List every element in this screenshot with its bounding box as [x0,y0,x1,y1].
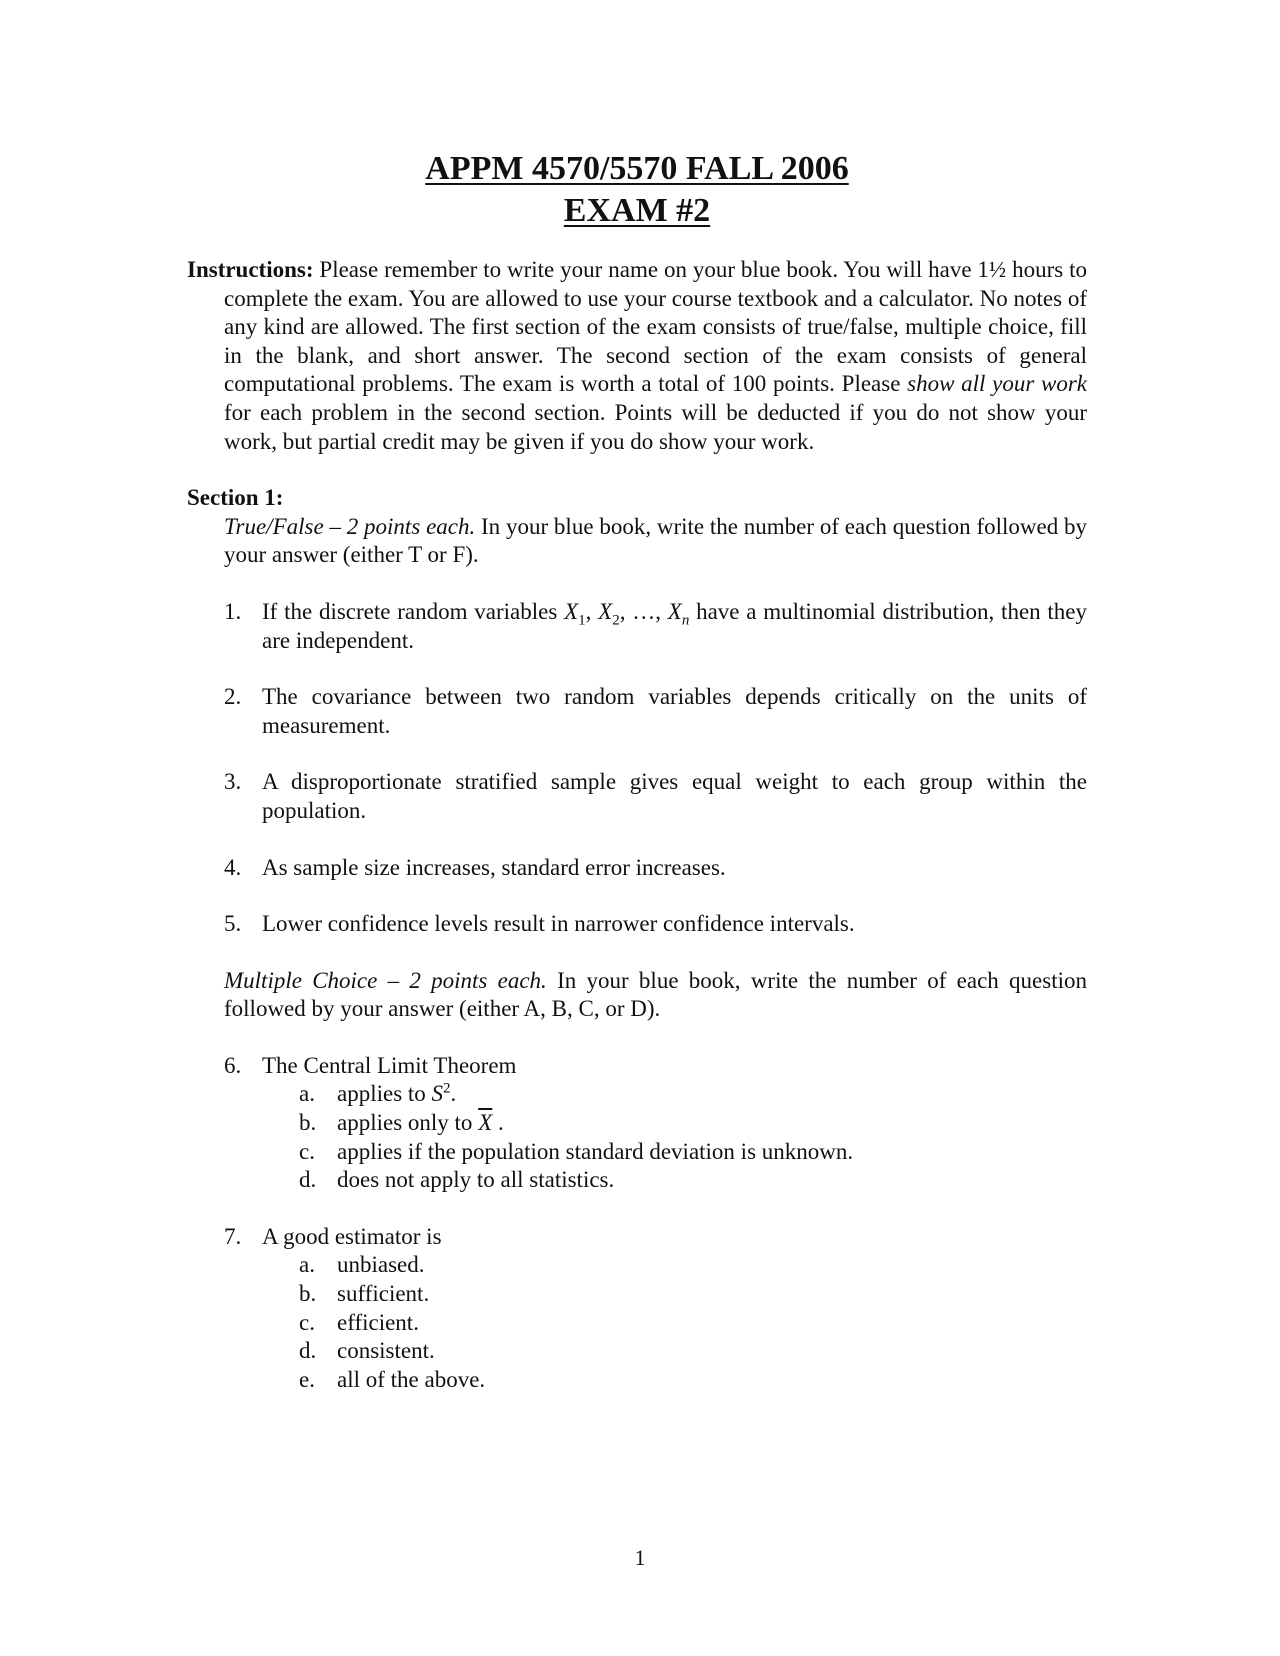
title-line-exam: EXAM #2 [563,192,711,229]
option-letter: e. [299,1366,315,1392]
option-letter: d. [299,1338,317,1364]
true-false-label: True/False – 2 points each. [224,513,476,539]
answer-option [262,1080,1087,1109]
instructions-text-2: for each problem in the second section. Points will be deducted if you do not show your work, but partial credit may be given if you do show your work. [224,399,1087,454]
true-false-instructions [187,513,1087,570]
option-letter: a. [299,1252,315,1278]
separator: , …, [619,598,668,624]
question-number: 5. [224,911,242,937]
option-punctuation: . [450,1081,457,1107]
option-text: consistent. [337,1338,435,1364]
multiple-choice-label: Multiple Choice – 2 points each. [224,967,547,993]
multiple-choice-instructions-text: In your blue book, write the number of each question followed by your answer (either A, B, C, or D). [224,967,1087,1022]
question-item [187,683,1087,740]
exam-page [187,148,1087,1394]
option-letter: c. [299,1138,315,1164]
option-text: unbiased. [337,1252,425,1278]
section-heading: Section 1: [187,485,284,511]
answer-options [262,1080,1087,1194]
instructions-label: Instructions: [187,257,314,282]
answer-option [262,1251,1087,1280]
answer-option [262,1309,1087,1338]
variable: X [667,598,682,624]
subscript: 2 [612,612,620,629]
question-item [187,910,1087,939]
question-text: A good estimator is [262,1223,442,1249]
answer-option [262,1366,1087,1395]
question-item [187,1223,1087,1395]
question-number: 1. [224,598,242,624]
exam-title [187,148,1087,232]
answer-option [262,1138,1087,1167]
subscript: n [681,612,690,629]
option-letter: b. [299,1110,317,1136]
question-text: A disproportionate stratified sample gives equal weight to each group within the population. [262,769,1087,823]
answer-option [262,1166,1087,1195]
multiple-choice-question-list [187,1052,1087,1395]
multiple-choice-instructions [187,967,1087,1024]
question-item [187,1052,1087,1195]
question-number: 6. [224,1052,242,1078]
variable: X [598,598,613,624]
answer-options [262,1251,1087,1394]
x-bar-symbol: $\overline{X}$ [478,1110,493,1136]
option-letter: a. [299,1081,315,1107]
separator: , [585,598,599,624]
option-text: applies if the population standard deviation is unknown. [337,1138,854,1164]
question-number: 7. [224,1223,242,1249]
option-text: does not apply to all statistics. [337,1167,615,1193]
option-punctuation: . [492,1110,504,1136]
question-text: have a multinomial distribution, then they are independent. [262,598,1088,653]
variable: S [431,1081,444,1107]
answer-option [262,1280,1087,1309]
question-number: 3. [224,769,242,795]
subscript: 1 [578,612,586,629]
question-text: As sample size increases, standard error increases. [262,854,726,880]
option-text: applies to [337,1081,432,1107]
question-text: The covariance between two random variables depends critically on the units of measurement. [262,684,1087,738]
variable: X [564,598,579,624]
question-text: If the discrete random variables [262,598,565,624]
option-text: efficient. [337,1309,419,1335]
question-item [187,854,1087,883]
answer-option [262,1109,1087,1138]
option-letter: d. [299,1167,317,1193]
option-letter: b. [299,1281,317,1307]
superscript: 2 [443,1080,451,1097]
question-text: Lower confidence levels result in narrower confidence intervals. [262,911,855,937]
question-item [187,598,1087,655]
instructions-paragraph [187,256,1087,456]
option-text: sufficient. [337,1281,430,1307]
question-text: The Central Limit Theorem [262,1052,517,1078]
option-text: applies only to [337,1110,479,1136]
true-false-question-list [187,598,1087,939]
question-number: 4. [224,854,242,880]
title-line-course: APPM 4570/5570 FALL 2006 [425,150,849,187]
instructions-text-1: Please remember to write your name on your blue book. You will have 1½ hours to complete the exam. You are allowed to use your course textbook and a calculator. No notes of any kind are allowed. The first section of the exam consists of true/false, multiple choice, fill in the blank, and short answer. The second section of the exam consists of general computational problems. The exam is worth a total of 100 points. Please [224,257,1087,397]
question-item [187,768,1087,825]
answer-option [262,1337,1087,1366]
option-letter: c. [299,1309,315,1335]
option-text: all of the above. [337,1366,486,1392]
instructions-emphasis: show all your work [907,371,1087,397]
question-number: 2. [224,684,242,710]
true-false-instructions-text: In your blue book, write the number of each question followed by your answer (either T or F). [224,513,1087,568]
page-number: 1 [634,1545,646,1570]
